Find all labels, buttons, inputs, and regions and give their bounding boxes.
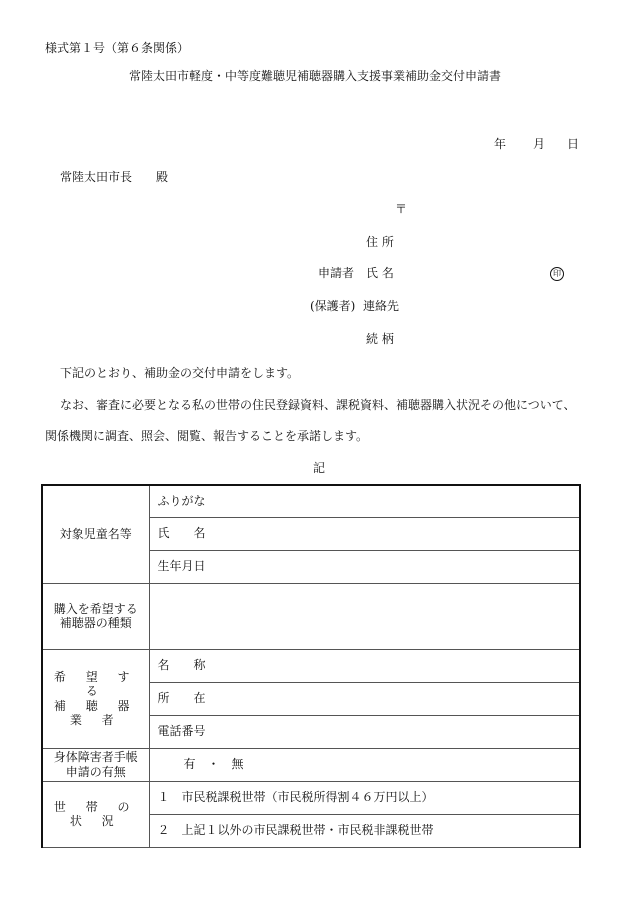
vendor-location-field[interactable]: 所 在 <box>149 682 580 715</box>
statement-consent-line-2: 関係機関に調査、照会、閲覧、報告することを承諾します。 <box>45 429 369 443</box>
relation-label: 続 柄 <box>366 332 394 346</box>
date-year-label: 年 <box>494 137 507 151</box>
child-name-field[interactable]: 氏 名 <box>149 517 580 550</box>
date-month-label: 月 <box>533 137 546 151</box>
child-info-label: 対象児童名等 <box>42 485 149 583</box>
form-number: 様式第１号（第６条関係） <box>45 41 190 55</box>
application-table <box>41 484 581 848</box>
birthdate-field[interactable]: 生年月日 <box>149 550 580 583</box>
vendor-phone-field[interactable]: 電話番号 <box>149 715 580 748</box>
document-title: 常陸太田市軽度・中等度難聴児補聴器購入支援事業補助金交付申請書 <box>128 69 501 83</box>
table-row <box>42 485 580 517</box>
table-row <box>42 748 580 781</box>
household-option-1[interactable]: １ 市民税課税世帯（市民税所得割４６万円以上） <box>149 781 580 814</box>
vendor-name-field[interactable]: 名 称 <box>149 649 580 682</box>
table-row <box>42 649 580 682</box>
address-label: 住 所 <box>366 235 394 249</box>
table-row <box>42 781 580 814</box>
postal-mark: 〒 <box>395 202 408 216</box>
seal-mark: 印 <box>550 266 564 281</box>
statement-consent-line-1: なお、審査に必要となる私の世帯の住民登録資料、課税資料、補聴器購入状況その他について、 <box>60 398 576 412</box>
ki-heading: 記 <box>313 461 326 475</box>
household-status-label: 世 帯 の 状 況 <box>42 781 149 847</box>
table-row <box>42 583 580 649</box>
disability-card-choice[interactable]: 有 ・ 無 <box>149 748 580 781</box>
household-option-2[interactable]: ２ 上記１以外の市民課税世帯・市民税非課税世帯 <box>149 814 580 847</box>
contact-label: 連絡先 <box>363 299 400 313</box>
addressee: 常陸太田市長 殿 <box>60 170 169 184</box>
vendor-label: 希 望 す る 補 聴 器 業 者 <box>42 649 149 748</box>
guardian-label: (保護者) <box>310 299 356 313</box>
name-label: 氏 名 <box>366 266 394 280</box>
date-day-label: 日 <box>567 137 580 151</box>
applicant-role-label: 申請者 <box>318 266 355 280</box>
statement-request: 下記のとおり、補助金の交付申請をします。 <box>60 366 300 380</box>
device-type-field[interactable] <box>149 583 580 649</box>
device-type-label: 購入を希望する 補聴器の種類 <box>42 583 149 649</box>
disability-card-label: 身体障害者手帳 申請の有無 <box>42 748 149 781</box>
furigana-field[interactable]: ふりがな <box>149 485 580 517</box>
